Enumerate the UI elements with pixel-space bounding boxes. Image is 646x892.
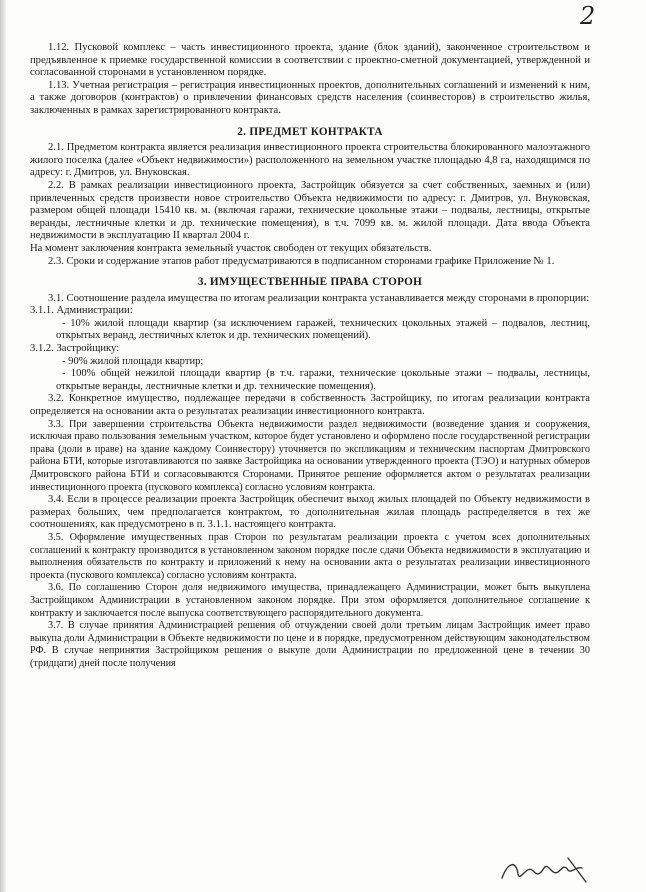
paragraph-2-1: 2.1. Предметом контракта является реализация инвестиционного проекта строительства блокированного малоэтажного жилого поселка (далее «Объект недвижимости») расположенного на земельном участке площадью 4,8 га, находящимся по адресу: г. Дмитров, ул. Внуковская. (30, 142, 590, 179)
paragraph-3-1: 3.1. Соотношение раздела имущества по итогам реализации контракта устанавливается между сторонами в пропорции: (48, 292, 590, 304)
paragraph-2-2: 2.2. В рамках реализации инвестиционного проекта, Застройщик обязуется за счет собственных, заемных и (или) привлеченных средств произвести новое строительство Объекта недвижимости по адресу: г. Дмитров, ул. Внуковская, размером общей площади 15410 кв. м. (включая гаражи, технические цокольные этажи – подвалы, лестницы, открытые веранды, лестничные клетки и др. технические помещения), в т.ч. 7099 кв. м. жилой площади. Дата ввода Объекта недвижимости в эксплуатацию II квартал 2004 г. (30, 179, 590, 242)
section-3-heading: 3. ИМУЩЕСТВЕННЫЕ ПРАВА СТОРОН (197, 276, 423, 289)
paragraph-3-2: 3.2. Конкретное имущество, подлежащее передачи в собственность Застройщику, по итогам реализации контракта определяется на основании акта о результатах реализации инвестиционного контракта. (30, 393, 590, 418)
paragraph-3-7: 3.7. В случае принятия Администрацией решения об отчуждении своей доли третьим лицам Застройщик имеет право выкупа доли Администрации в Объекте недвижимости по цене и в порядке, предусмотренном действующим законодательством РФ. В случае непринятия Застройщиком решения о выкупе доли Администрации по предложенной цене в течении 30 (тридцати) дней после получения (30, 620, 590, 669)
page-number: 2 (580, 2, 596, 30)
document-body (30, 42, 590, 671)
paragraph-2-2-note: На момент заключения контракта земельный участок свободен от текущих обязательств. (30, 242, 432, 254)
paragraph-3-1-2-item-b: - 100% общей нежилой площади квартир (в т.ч. гаражи, технические цокольные этажи – подвалы, лестницы, открытые веранды, лестничные клетки и др. технические помещения). (56, 368, 590, 392)
paragraph-3-4: 3.4. Если в процессе реализации проекта Застройщик обеспечит выход жилых площадей по Объекту недвижимости в размерах больших, чем предполагается контрактом, то дополнительная жилая площадь распределяется в тех же соотношениях, как предусмотрено в п. 3.1.1. настоящего контракта. (30, 494, 590, 531)
handwritten-signature (498, 852, 598, 888)
paragraph-3-1-1-item: - 10% жилой площади квартир (за исключением гаражей, технических цокольных этажей – подвалов, лестниц, открытых веранд, лестничных клеток и др. технических помещений). (56, 317, 590, 342)
scan-edge (0, 0, 6, 892)
paragraph-1-13: 1.13. Учетная регистрация – регистрация инвестиционных проектов, дополнительных соглашений и изменений к ним, а также договоров (контрактов) о привлечении финансовых средств населения (соинвесторов) в строительство жилья, заключенных в рамках зарегистрированного контракта. (30, 79, 590, 116)
paragraph-3-1-2: 3.1.2. Застройщику: (30, 343, 120, 355)
section-2-heading: 2. ПРЕДМЕТ КОНТРАКТА (237, 125, 383, 138)
paragraph-1-12: 1.12. Пусковой комплекс – часть инвестиционного проекта, здание (блок зданий), законченное строительством и предъявленное к приемке государственной комиссии в соответствии с проектно-сметной документацией, утвержденной и согласованной сторонами в установленном порядке. (30, 42, 590, 79)
paragraph-3-6: 3.6. По соглашению Сторон доля недвижимого имущества, принадлежащего Администрации, может быть выкуплена Застройщиком Администрации в установленном законом порядке. При этом оформляется дополнительное соглашение к контракту и заключается после выпуска соответствующего распорядительного документа. (30, 582, 590, 619)
paragraph-2-3: 2.3. Сроки и содержание этапов работ предусматриваются в подписанном сторонами графике Приложение № 1. (48, 255, 555, 267)
paragraph-3-1-1: 3.1.1. Администрации: (30, 305, 133, 317)
paragraph-3-3: 3.3. При завершении строительства Объекта недвижимости раздел недвижимости (возведение здания и сооружения, исключая право пользования земельным участком, которое будет установлено и оформлено после государственной регистрации права (доли в праве) на здание каждому Соинвестору) уточняется по экспликациям и техническим паспортам Дмитровского района БТИ, которые изготавливаются по заявке Застройщика на основании утвержденного проекта (ТЭО) и натурных обмеров Дмитровского района БТИ и согласовываются Сторонами. Принятое решение оформляется актом о результатах реализации инвестиционного проекта (пускового комплекса) согласно условиям контракта. (30, 418, 590, 493)
paragraph-3-1-2-item-a: - 90% жилой площади квартир; (62, 355, 204, 367)
paragraph-3-5: 3.5. Оформление имущественных прав Сторон по результатам реализации проекта с учетом всех дополнительных соглашений к контракту производится в установленном законом порядке после сдачи Объекта недвижимости в эксплуатацию и выполнения обязательств по контракту и приложений к нему на основании акта о результатах реализации инвестиционного проекта (пускового комплекса) согласно условиям контракта. (30, 531, 590, 581)
